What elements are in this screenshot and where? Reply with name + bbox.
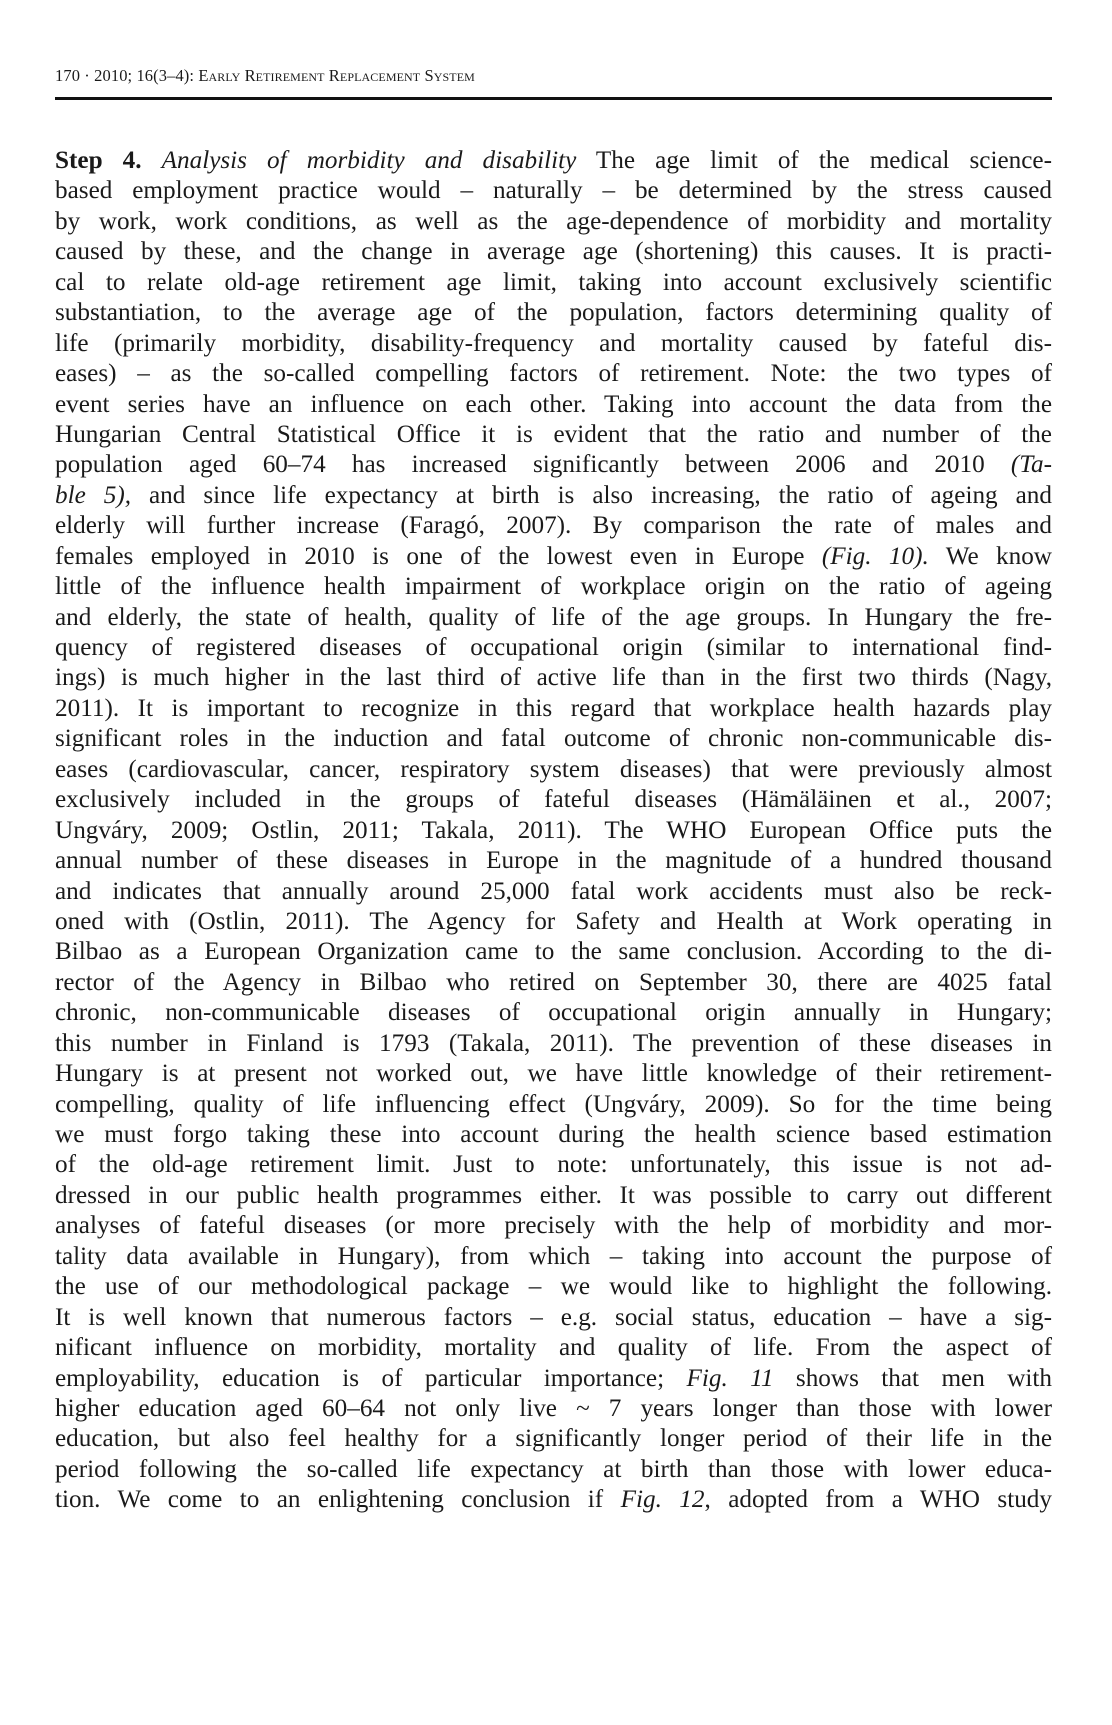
- header-separator: ·: [84, 66, 90, 85]
- text-line: [55, 481, 1052, 511]
- text-line: [55, 724, 1052, 754]
- text-segment: tion. We come to an enlightening conclusion if: [55, 1486, 621, 1514]
- text-line: [55, 390, 1052, 420]
- text-segment: nificant influence on morbidity, mortality and quality of life. From the aspect of: [55, 1334, 1052, 1362]
- text-segment: cal to relate old-age retirement age limit, taking into account exclusively scientific: [55, 268, 1052, 296]
- text-segment: employability, education is of particular importance;: [55, 1364, 687, 1392]
- text-segment: event series have an influence on each other. Taking into account the data from the: [55, 390, 1052, 418]
- text-line: [55, 816, 1052, 846]
- text-segment: period following the so-called life expectancy at birth than those with lower educa-: [55, 1455, 1052, 1483]
- text-line: [55, 511, 1052, 541]
- text-segment: little of the influence health impairment of workplace origin on the ratio of ageing: [55, 573, 1052, 601]
- text-segment: and indicates that annually around 25,000 fatal work accidents must also be reck-: [55, 877, 1052, 905]
- text-line: [55, 1242, 1052, 1272]
- text-line: [55, 329, 1052, 359]
- text-segment: The age limit of the medical science-: [576, 147, 1052, 174]
- text-segment: quency of registered diseases of occupational origin (similar to international find-: [55, 634, 1052, 661]
- text-segment: based employment practice would – naturally – be determined by the stress caused: [55, 177, 1052, 205]
- text-segment: , adopted from a WHO study: [704, 1486, 1052, 1514]
- text-segment: chronic, non-communicable diseases of occupational origin annually in Hungary;: [55, 999, 1052, 1027]
- text-segment: oned with (Ostlin, 2011). The Agency for Safety and Health at Work operating in: [55, 907, 1052, 935]
- text-line: [55, 663, 1052, 693]
- text-segment: exclusively included in the groups of fateful diseases (Hämäläinen et al., 2007;: [55, 786, 1052, 814]
- text-line: [55, 1272, 1052, 1302]
- text-line: [55, 755, 1052, 785]
- text-segment: by work, work conditions, as well as the age-dependence of morbidity and mortality: [55, 207, 1052, 235]
- text-line: [55, 1424, 1052, 1454]
- text-line: [55, 1029, 1052, 1059]
- text-line: [55, 298, 1052, 328]
- text-line: [55, 1303, 1052, 1333]
- text-line: [55, 237, 1052, 267]
- text-segment: higher education aged 60–64 not only live ~ 7 years longer than those with lower: [55, 1394, 1052, 1422]
- text-line: [55, 572, 1052, 602]
- text-line: [55, 1364, 1052, 1394]
- text-segment: females employed in 2010 is one of the lowest even in Europe: [55, 542, 822, 570]
- step-label: Step 4.: [55, 147, 142, 174]
- text-segment: dressed in our public health programmes either. It was possible to carry out different: [55, 1181, 1052, 1209]
- text-line: [55, 937, 1052, 967]
- text-segment: education, but also feel healthy for a significantly longer period of their life in the: [55, 1425, 1052, 1453]
- text-line: [55, 1059, 1052, 1089]
- text-segment: [142, 147, 162, 174]
- text-line: [55, 420, 1052, 450]
- text-segment: We know: [928, 542, 1052, 570]
- text-segment: caused by these, and the change in average age (shortening) this causes. It is practi-: [55, 238, 1052, 266]
- text-segment: compelling, quality of life influencing effect (Ungváry, 2009). So for the time being: [55, 1090, 1052, 1118]
- text-line: [55, 1394, 1052, 1424]
- text-line: [55, 207, 1052, 237]
- text-line: [55, 268, 1052, 298]
- text-segment: we must forgo taking these into account during the health science based estimation: [55, 1121, 1052, 1148]
- text-line: [55, 603, 1052, 633]
- text-segment: Hungary is at present not worked out, we have little knowledge of their retirement-: [55, 1060, 1052, 1088]
- text-segment: life (primarily morbidity, disability-frequency and mortality caused by fateful dis-: [55, 329, 1052, 357]
- text-segment: Ungváry, 2009; Ostlin, 2011; Takala, 2011). The WHO European Office puts the: [55, 816, 1052, 844]
- italic-text: (Fig. 10).: [821, 542, 929, 570]
- text-line: [55, 176, 1052, 206]
- text-line: [55, 907, 1052, 937]
- text-segment: elderly will further increase (Faragó, 2007). By comparison the rate of males and: [55, 512, 1052, 540]
- text-segment: annual number of these diseases in Europe in the magnitude of a hundred thousand: [55, 847, 1052, 875]
- running-header: [55, 66, 1055, 86]
- text-segment: Hungarian Central Statistical Office it is evident that the ratio and number of the: [55, 420, 1052, 448]
- text-line: [55, 846, 1052, 876]
- italic-text: Analysis of morbidity and disability: [161, 147, 577, 174]
- text-segment: rector of the Agency in Bilbao who retired on September 30, there are 4025 fatal: [55, 968, 1052, 996]
- header-rule: [55, 97, 1052, 100]
- text-line: [55, 1150, 1052, 1180]
- text-line: [55, 1090, 1052, 1120]
- text-segment: and since life expectancy at birth is also increasing, the ratio of ageing and: [131, 481, 1052, 509]
- text-segment: shows that men with: [773, 1364, 1052, 1392]
- text-segment: significant roles in the induction and fatal outcome of chronic non-communicable dis-: [55, 725, 1052, 753]
- text-segment: It is well known that numerous factors – e.g. social status, education – have a sig-: [55, 1303, 1052, 1331]
- running-title: Early Retirement Replacement System: [198, 66, 475, 85]
- italic-text: Fig. 11: [686, 1364, 774, 1392]
- text-segment: the use of our methodological package – we would like to highlight the following.: [55, 1273, 1052, 1301]
- text-segment: Bilbao as a European Organization came to the same conclusion. According to the di-: [55, 938, 1052, 966]
- italic-text: Fig. 12: [620, 1486, 705, 1514]
- text-line: [55, 1333, 1052, 1363]
- text-segment: eases) – as the so-called compelling factors of retirement. Note: the two types of: [55, 360, 1052, 388]
- text-line: [55, 785, 1052, 815]
- page-number: 170: [55, 66, 81, 85]
- text-line: [55, 1181, 1052, 1211]
- text-line: [55, 998, 1052, 1028]
- text-segment: ings) is much higher in the last third of active life than in the first two thirds (Nagy,: [55, 664, 1052, 692]
- text-line: [55, 542, 1052, 572]
- text-line: [55, 1211, 1052, 1241]
- text-line: [55, 1485, 1052, 1515]
- journal-citation: 2010; 16(3–4):: [94, 66, 195, 85]
- text-segment: population aged 60–74 has increased significantly between 2006 and 2010: [55, 451, 1011, 479]
- text-line: [55, 694, 1052, 724]
- text-line: [55, 633, 1052, 663]
- text-segment: analyses of fateful diseases (or more precisely with the help of morbidity and mor-: [55, 1212, 1052, 1240]
- text-line: [55, 968, 1052, 998]
- text-line: [55, 877, 1052, 907]
- article-body: [55, 146, 1052, 1516]
- italic-text: ble 5),: [55, 481, 132, 509]
- text-line: [55, 450, 1052, 480]
- text-segment: and elderly, the state of health, quality of life of the age groups. In Hungary the fre-: [55, 603, 1052, 631]
- text-segment: 2011). It is important to recognize in this regard that workplace health hazards play: [55, 694, 1052, 722]
- italic-text: (Ta-: [1010, 451, 1052, 479]
- text-segment: substantiation, to the average age of the population, factors determining quality of: [55, 299, 1052, 327]
- text-line: [55, 1455, 1052, 1485]
- step-heading-line: [55, 146, 1052, 176]
- text-segment: of the old-age retirement limit. Just to note: unfortunately, this issue is not ad-: [55, 1151, 1052, 1179]
- text-segment: eases (cardiovascular, cancer, respiratory system diseases) that were previously almost: [55, 755, 1052, 783]
- text-segment: this number in Finland is 1793 (Takala, 2011). The prevention of these diseases in: [55, 1029, 1052, 1057]
- text-line: [55, 359, 1052, 389]
- text-line: [55, 1120, 1052, 1150]
- text-segment: tality data available in Hungary), from which – taking into account the purpose of: [55, 1242, 1052, 1270]
